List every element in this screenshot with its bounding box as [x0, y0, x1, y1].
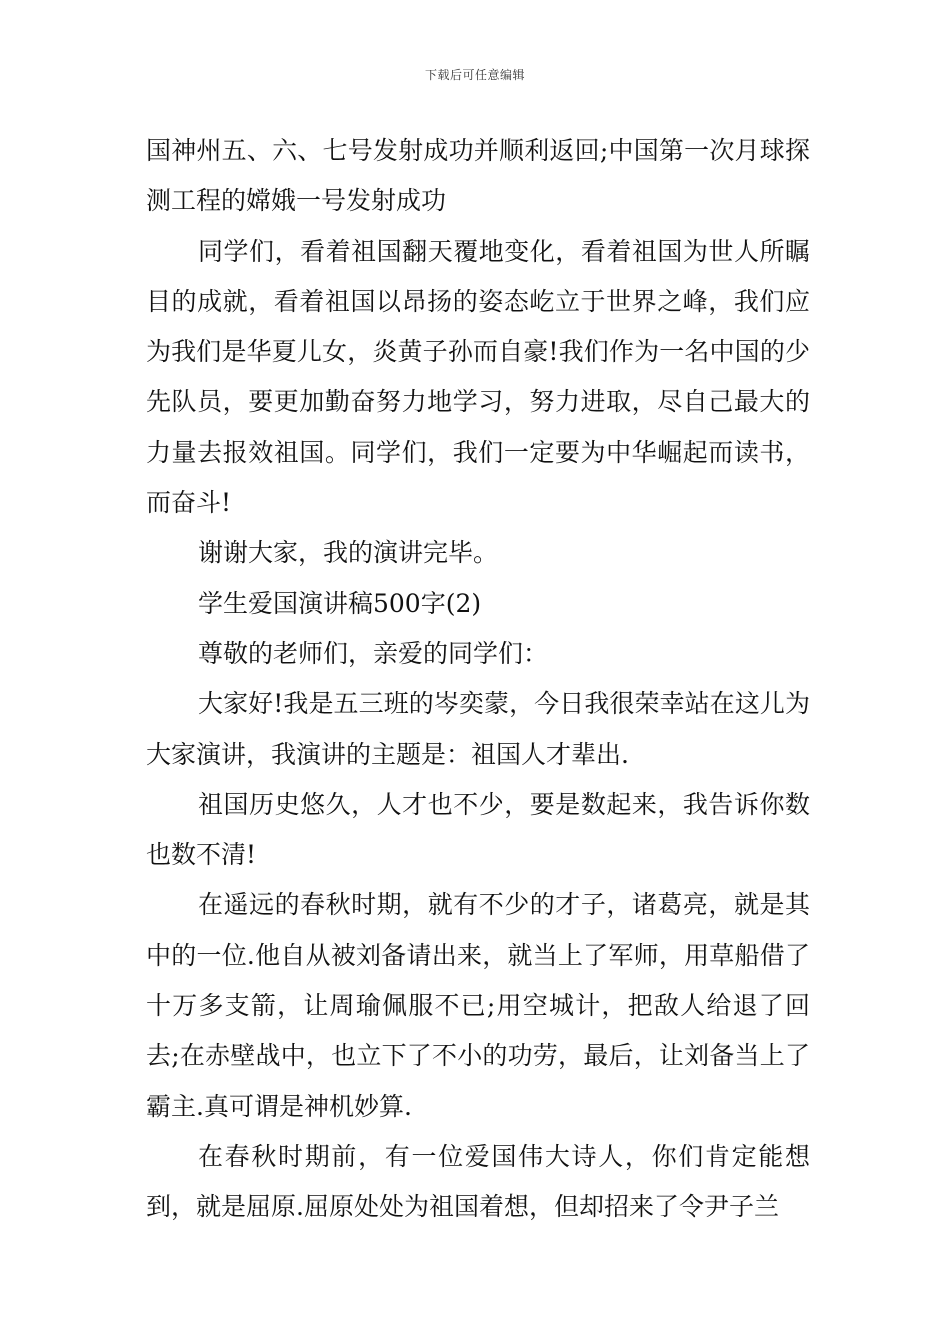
- salutation: 尊敬的老师们，亲爱的同学们：: [198, 638, 549, 668]
- paragraph: 在遥远的春秋时期，就有不少的才子，诸葛亮，就是其中的一位.他自从被刘备请出来，就当上了军师，用草船借了十万多支箭，让周瑜佩服不已;用空城计，把敌人给退了回去;在赤壁战中，也立下了不小的功劳，最后，让刘备当上了霸主.真可谓是神机妙算.: [146, 890, 810, 1121]
- paragraph: 在春秋时期前，有一位爱国伟大诗人，你们肯定能想到，就是屈原.屈原处处为祖国着想，但却招来了令尹子兰: [146, 1141, 810, 1222]
- section-title: 学生爱国演讲稿500字(2): [198, 588, 482, 618]
- paragraph: 谢谢大家，我的演讲完毕。: [198, 538, 499, 568]
- document-body: [146, 126, 810, 1233]
- paragraph: 同学们，看着祖国翻天覆地变化，看着祖国为世人所瞩目的成就，看着祖国以昂扬的姿态屹立于世界之峰，我们应为我们是华夏儿女，炎黄子孙而自豪!我们作为一名中国的少先队员，要更加勤奋努力地学习，努力进取，尽自己最大的力量去报效祖国。同学们，我们一定要为中华崛起而读书，而奋斗!: [146, 236, 810, 518]
- paragraph: 国神州五、六、七号发射成功并顺利返回;中国第一次月球探测工程的嫦娥一号发射成功: [146, 136, 810, 216]
- paragraph: 大家好!我是五三班的岑奕蒙，今日我很荣幸站在这儿为大家演讲，我演讲的主题是：祖国人才辈出.: [146, 689, 810, 769]
- page-header: 下载后可任意编辑: [424, 68, 525, 82]
- paragraph: 祖国历史悠久，人才也不少，要是数起来，我告诉你数也数不清!: [146, 789, 810, 870]
